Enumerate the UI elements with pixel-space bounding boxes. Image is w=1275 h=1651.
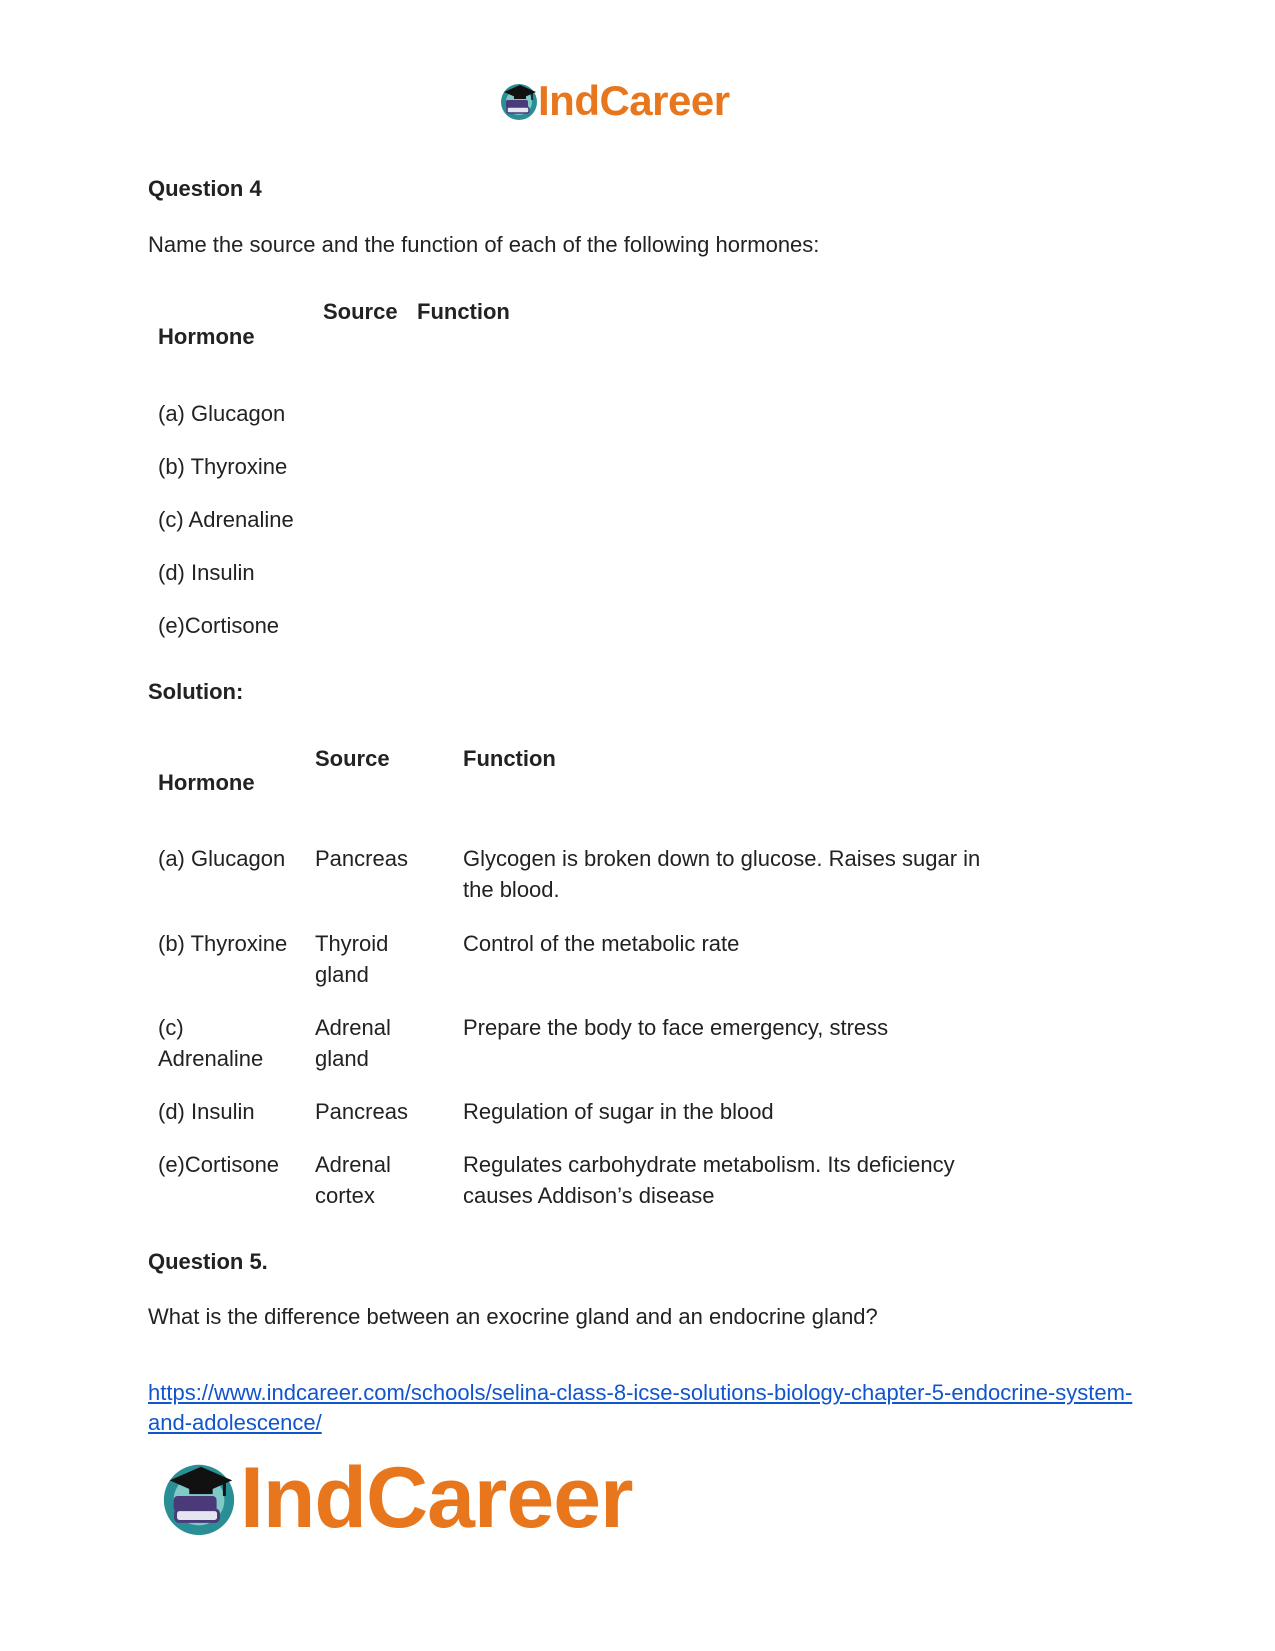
solution-title: Solution: bbox=[148, 679, 244, 704]
sol-header-hormone: Hormone bbox=[158, 770, 255, 795]
header-logo-text: IndCareer bbox=[538, 77, 730, 124]
sol-row-source: Pancreas bbox=[315, 846, 408, 871]
sol-row-function: Control of the metabolic rate bbox=[463, 931, 740, 956]
sol-row-hormone: (c) Adrenaline bbox=[158, 1015, 264, 1071]
sol-header-source: Source bbox=[315, 746, 390, 771]
q4-row-hormone: (b) Thyroxine bbox=[158, 454, 288, 479]
sol-row-source: Pancreas bbox=[315, 1099, 408, 1124]
q4-row-hormone: (a) Glucagon bbox=[158, 401, 286, 426]
sol-row-function: Regulates carbohydrate metabolism. Its deficiency causes Addison’s disease bbox=[463, 1152, 955, 1208]
sol-row-source: Thyroid gland bbox=[315, 931, 389, 987]
footer-logo bbox=[158, 1448, 633, 1548]
sol-row-source: Adrenal gland bbox=[315, 1015, 391, 1071]
sol-row-source: Adrenal cortex bbox=[315, 1152, 391, 1208]
header-logo bbox=[498, 78, 730, 124]
sol-row-function: Regulation of sugar in the blood bbox=[463, 1099, 774, 1124]
footer-logo-text: IndCareer bbox=[240, 1449, 633, 1546]
q4-row-hormone: (c) Adrenaline bbox=[158, 507, 294, 532]
question-4-prompt: Name the source and the function of each of the following hormones: bbox=[148, 232, 820, 257]
question-4-title: Question 4 bbox=[148, 176, 262, 201]
q4-row-hormone: (d) Insulin bbox=[158, 560, 255, 585]
graduation-cap-icon bbox=[498, 80, 540, 122]
sol-row-hormone: (a) Glucagon bbox=[158, 846, 286, 871]
question-5-title: Question 5. bbox=[148, 1249, 268, 1274]
sol-row-hormone: (e)Cortisone bbox=[158, 1152, 280, 1177]
sol-row-hormone: (d) Insulin bbox=[158, 1099, 255, 1124]
graduation-cap-icon bbox=[158, 1457, 240, 1539]
q4-header-hormone: Hormone bbox=[158, 324, 255, 349]
q4-row-hormone: (e)Cortisone bbox=[158, 613, 280, 638]
source-link[interactable]: https://www.indcareer.com/schools/selina-class-8-icse-solutions-biology-chapter-5-endocrine-system-and-adolescence/ bbox=[148, 1380, 1133, 1435]
q4-header-function: Function bbox=[417, 299, 510, 324]
sol-row-function: Glycogen is broken down to glucose. Raises sugar in the blood. bbox=[463, 846, 981, 902]
sol-row-function: Prepare the body to face emergency, stress bbox=[463, 1015, 889, 1040]
sol-header-function: Function bbox=[463, 746, 556, 771]
question-5-prompt: What is the difference between an exocrine gland and an endocrine gland? bbox=[148, 1304, 878, 1329]
q4-header-source: Source bbox=[323, 299, 398, 324]
sol-row-hormone: (b) Thyroxine bbox=[158, 931, 288, 956]
